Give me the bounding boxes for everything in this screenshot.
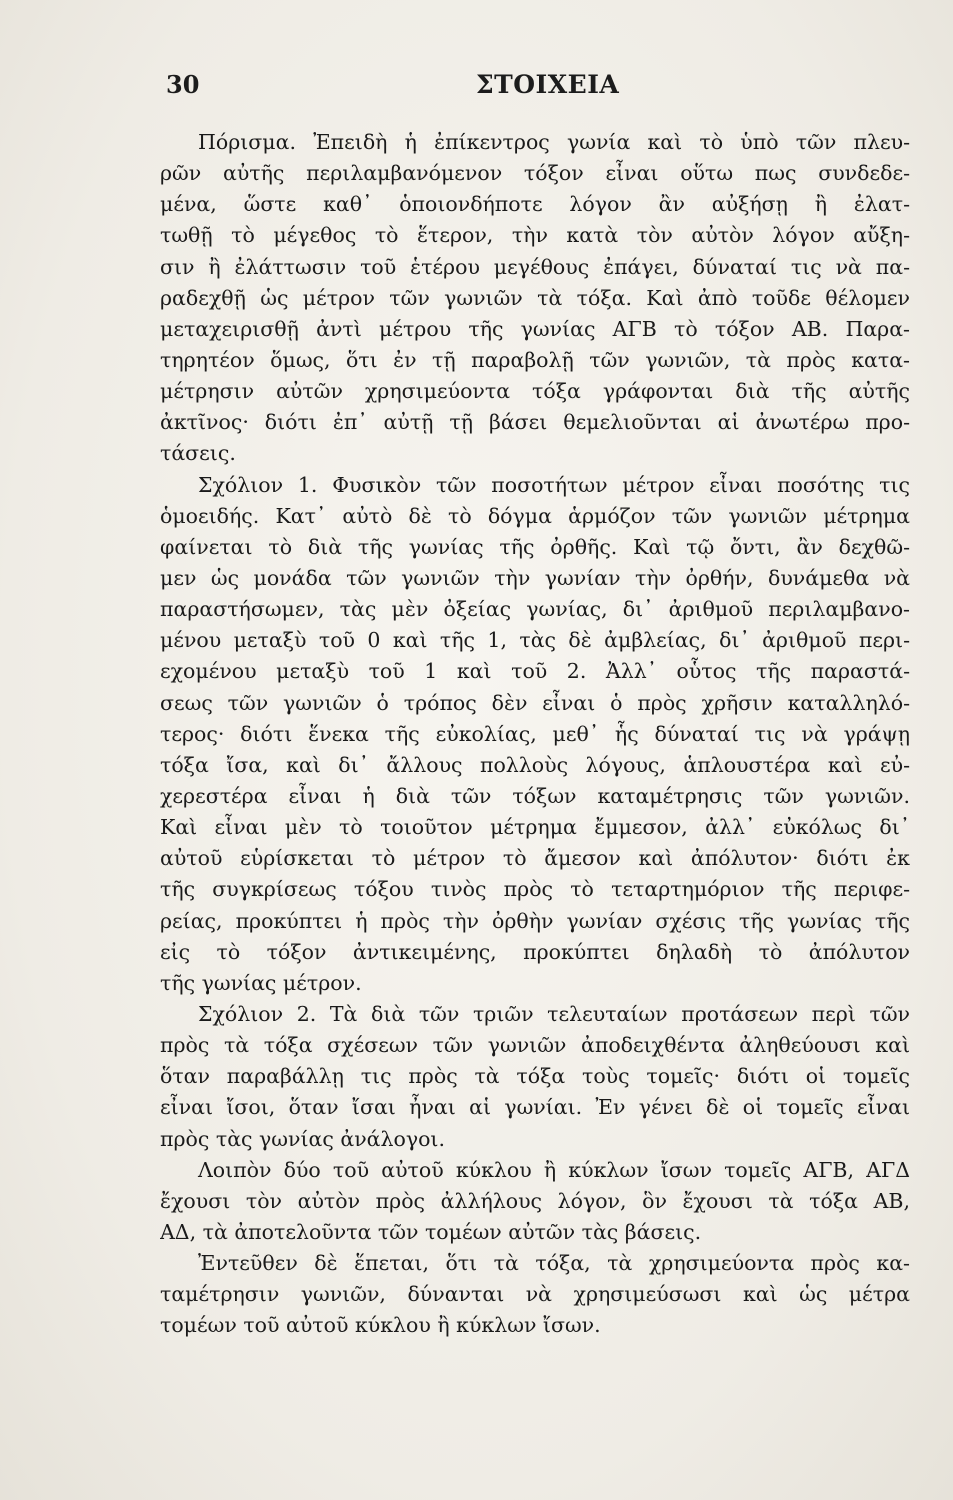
text-line: Λοιπὸν δύο τοῦ αὐτοῦ κύκλου ἢ κύκλων ἴσων τομεῖς ΑΓΒ, ΑΓΔ: [198, 1157, 910, 1182]
text-line: μένα, ὥστε καθ᾽ ὁποιονδήποτε λόγον ἂν αὐξήσῃ ἢ ἐλατ-: [160, 192, 910, 217]
text-line: εἰς τὸ τόξον ἀντικειμένης, προκύπτει δηλαδὴ τὸ ἀπόλυτον: [160, 939, 910, 964]
text-line: τερος· διότι ἕνεκα τῆς εὐκολίας, μεθ᾽ ἧς δύναταί τις νὰ γράψῃ: [160, 721, 910, 746]
text-line: Σχόλιον 2. Τὰ διὰ τῶν τριῶν τελευταίων προτάσεων περὶ τῶν: [198, 1001, 910, 1026]
text-line: τῆς γωνίας μέτρον.: [160, 970, 362, 995]
text-line: ταμέτρησιν γωνιῶν, δύνανται νὰ χρησιμεύσωσι καὶ ὡς μέτρα: [160, 1282, 910, 1307]
text-line: τηρητέον ὅμως, ὅτι ἐν τῇ παραβολῇ τῶν γωνιῶν, τὰ πρὸς κατα-: [160, 347, 910, 372]
text-line: μέτρησιν αὐτῶν χρησιμεύοντα τόξα γράφονται διὰ τῆς αὐτῆς: [160, 379, 910, 404]
text-line: μεταχειρισθῇ ἀντὶ μέτρου τῆς γωνίας ΑΓΒ τὸ τόξον ΑΒ. Παρα-: [160, 316, 910, 341]
text-line: χερεστέρα εἶναι ἡ διὰ τῶν τόξων καταμέτρησις τῶν γωνιῶν.: [160, 783, 910, 808]
text-line: πρὸς τὰ τόξα σχέσεων τῶν γωνιῶν ἀποδειχθέντα ἀληθεύουσι καὶ: [160, 1033, 910, 1058]
text-line: ραδεχθῇ ὡς μέτρον τῶν γωνιῶν τὰ τόξα. Καὶ ἀπὸ τοῦδε θέλομεν: [160, 285, 910, 310]
page-number: 30: [166, 70, 200, 99]
page-header: [160, 70, 920, 106]
text-line: ρείας, προκύπτει ἡ πρὸς τὴν ὀρθὴν γωνίαν σχέσις τῆς γωνίας τῆς: [160, 908, 910, 933]
text-line: φαίνεται τὸ διὰ τῆς γωνίας τῆς ὀρθῆς. Καὶ τῷ ὄντι, ἂν δεχθῶ-: [160, 534, 910, 559]
text-line: σεως τῶν γωνιῶν ὁ τρόπος δὲν εἶναι ὁ πρὸς χρῆσιν καταλληλό-: [160, 690, 910, 715]
text-line: μένου μεταξὺ τοῦ 0 καὶ τῆς 1, τὰς δὲ ἀμβλείας, δι᾽ ἀριθμοῦ περι-: [160, 628, 910, 653]
running-head: ΣΤΟΙΧΕΙΑ: [476, 70, 620, 99]
text-line: εχομένου μεταξὺ τοῦ 1 καὶ τοῦ 2. Ἀλλ᾽ οὗτος τῆς παραστά-: [160, 659, 910, 684]
text-line: αὐτοῦ εὑρίσκεται τὸ μέτρον τὸ ἄμεσον καὶ ἀπόλυτον· διότι ἐκ: [160, 846, 910, 871]
text-line: Σχόλιον 1. Φυσικὸν τῶν ποσοτήτων μέτρον εἶναι ποσότης τις: [198, 472, 910, 497]
text-line: τόξα ἴσα, καὶ δι᾽ ἄλλους πολλοὺς λόγους, ἁπλουστέρα καὶ εὐ-: [160, 752, 910, 777]
text-line: εἶναι ἴσοι, ὅταν ἴσαι ἦναι αἱ γωνίαι. Ἐν γένει δὲ οἱ τομεῖς εἶναι: [160, 1095, 910, 1120]
text-line: Ἐντεῦθεν δὲ ἕπεται, ὅτι τὰ τόξα, τὰ χρησιμεύοντα πρὸς κα-: [198, 1251, 910, 1276]
text-line: τῆς συγκρίσεως τόξου τινὸς πρὸς τὸ τεταρτημόριον τῆς περιφε-: [160, 877, 910, 902]
text-line: ὅταν παραβάλλῃ τις πρὸς τὰ τόξα τοὺς τομεῖς· διότι οἱ τομεῖς: [160, 1064, 910, 1089]
text-line: Καὶ εἶναι μὲν τὸ τοιοῦτον μέτρημα ἔμμεσον, ἀλλ᾽ εὐκόλως δι᾽: [160, 815, 910, 840]
text-line: ἔχουσι τὸν αὐτὸν πρὸς ἀλλήλους λόγον, ὃν ἔχουσι τὰ τόξα ΑΒ,: [160, 1188, 910, 1213]
text-line: ρῶν αὐτῆς περιλαμβανόμενον τόξον εἶναι οὕτω πως συνδεδε-: [160, 161, 910, 186]
text-line: μεν ὡς μονάδα τῶν γωνιῶν τὴν γωνίαν τὴν ὀρθήν, δυνάμεθα νὰ: [160, 565, 910, 590]
text-line: σιν ἢ ἐλάττωσιν τοῦ ἑτέρου μεγέθους ἐπάγει, δύναταί τις νὰ πα-: [160, 254, 910, 279]
text-line: ΑΔ, τὰ ἀποτελοῦντα τῶν τομέων αὐτῶν τὰς βάσεις.: [160, 1219, 702, 1244]
text-line: πρὸς τὰς γωνίας ἀνάλογοι.: [160, 1126, 445, 1151]
body-text: [160, 127, 910, 1341]
text-line: τωθῇ τὸ μέγεθος τὸ ἕτερον, τὴν κατὰ τὸν αὐτὸν λόγον αὔξη-: [160, 223, 910, 248]
text-line: ἀκτῖνος· διότι ἐπ᾽ αὐτῇ τῇ βάσει θεμελιοῦνται αἱ ἀνωτέρω προ-: [160, 410, 910, 435]
text-line: ὁμοειδής. Κατ᾽ αὐτὸ δὲ τὸ δόγμα ἁρμόζον τῶν γωνιῶν μέτρημα: [160, 503, 910, 528]
text-line: παραστήσωμεν, τὰς μὲν ὀξείας γωνίας, δι᾽ ἀριθμοῦ περιλαμβανο-: [160, 597, 910, 622]
text-line: τάσεις.: [160, 441, 236, 466]
text-line: τομέων τοῦ αὐτοῦ κύκλου ἢ κύκλων ἴσων.: [160, 1313, 601, 1338]
text-line: Πόρισμα. Ἐπειδὴ ἡ ἐπίκεντρος γωνία καὶ τὸ ὑπὸ τῶν πλευ-: [198, 130, 910, 154]
